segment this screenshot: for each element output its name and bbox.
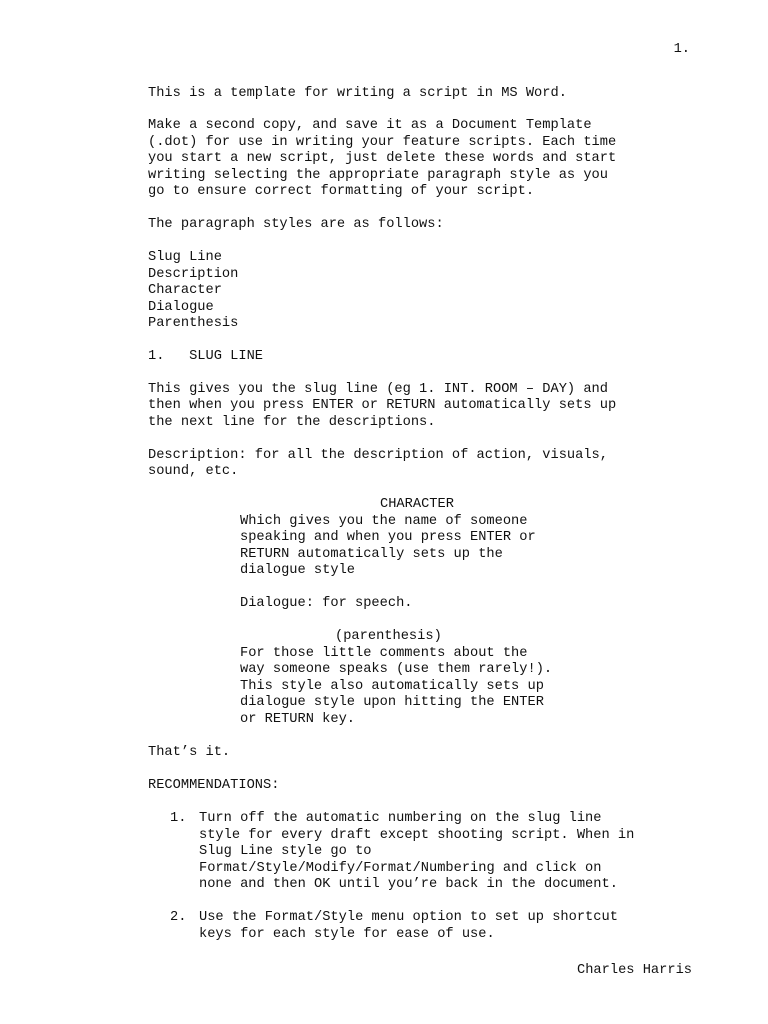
dialogue-line: Dialogue: for speech.	[240, 596, 413, 611]
list-item: Description	[148, 267, 239, 282]
slug-line-heading: 1. SLUG LINE	[148, 349, 263, 364]
paragraph-line: Make a second copy, and save it as a Document Template	[148, 118, 592, 133]
styles-heading: The paragraph styles are as follows:	[148, 217, 444, 232]
paragraph-line: dialogue style	[240, 563, 355, 578]
author-signature: Charles Harris	[577, 963, 692, 978]
paragraph-line: Which gives you the name of someone	[240, 514, 528, 529]
paragraph-line: go to ensure correct formatting of your script.	[148, 184, 535, 199]
list-item: Slug Line	[148, 250, 222, 265]
parenthesis-heading: (parenthesis)	[335, 629, 442, 644]
paragraph-line: Description: for all the description of action, visuals,	[148, 448, 608, 463]
list-item: Dialogue	[148, 300, 214, 315]
paragraph-line: or RETURN key.	[240, 712, 355, 727]
list-number: 2.	[170, 910, 187, 925]
list-item-line: style for every draft except shooting script. When in	[199, 828, 635, 843]
paragraph-line: the next line for the descriptions.	[148, 415, 436, 430]
page-number: 1.	[673, 42, 690, 57]
list-item: Character	[148, 283, 222, 298]
paragraph-line: dialogue style upon hitting the ENTER	[240, 695, 544, 710]
paragraph-line: This style also automatically sets up	[240, 679, 544, 694]
paragraph-line: speaking and when you press ENTER or	[240, 530, 536, 545]
list-item-line: none and then OK until you’re back in the document.	[199, 877, 618, 892]
paragraph-line: writing selecting the appropriate paragraph style as you	[148, 168, 608, 183]
intro-line: This is a template for writing a script in MS Word.	[148, 86, 567, 101]
thats-it-line: That’s it.	[148, 745, 231, 760]
list-item-line: Use the Format/Style menu option to set up shortcut	[199, 910, 618, 925]
list-number: 1.	[170, 811, 187, 826]
character-heading: CHARACTER	[380, 497, 454, 512]
list-item-line: keys for each style for ease of use.	[199, 927, 495, 942]
list-item-line: Turn off the automatic numbering on the slug line	[199, 811, 602, 826]
paragraph-line: This gives you the slug line (eg 1. INT. ROOM – DAY) and	[148, 382, 608, 397]
list-item-line: Slug Line style go to	[199, 844, 372, 859]
paragraph-line: RETURN automatically sets up the	[240, 547, 503, 562]
paragraph-line: For those little comments about the	[240, 646, 528, 661]
recommendations-heading: RECOMMENDATIONS:	[148, 778, 280, 793]
paragraph-line: you start a new script, just delete these words and start	[148, 151, 617, 166]
paragraph-line: sound, etc.	[148, 464, 239, 479]
list-item: Parenthesis	[148, 316, 239, 331]
paragraph-line: (.dot) for use in writing your feature scripts. Each time	[148, 135, 617, 150]
list-item-line: Format/Style/Modify/Format/Numbering and click on	[199, 861, 602, 876]
paragraph-line: then when you press ENTER or RETURN automatically sets up	[148, 398, 617, 413]
paragraph-line: way someone speaks (use them rarely!).	[240, 662, 553, 677]
